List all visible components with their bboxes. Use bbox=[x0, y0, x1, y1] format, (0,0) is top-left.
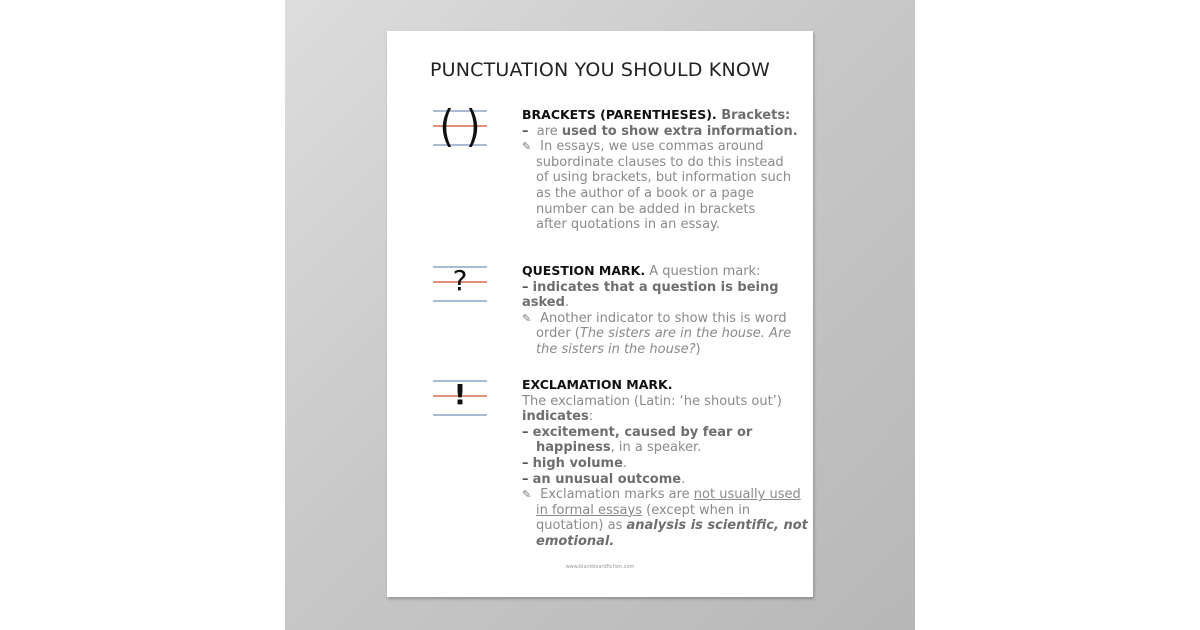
question-mark-text: QUESTION MARK. A question mark: – indicates that a question is being asked. ✎ Another indicator to show this is word order (The sisters are in the house. Are the sisters in the house?) bbox=[522, 263, 792, 357]
guide-line-blue bbox=[433, 300, 487, 302]
poster-title: PUNCTUATION YOU SHOULD KNOW bbox=[429, 59, 771, 81]
poster bbox=[387, 31, 813, 597]
dash-bullet: – bbox=[522, 455, 529, 471]
question-mark-icon: ? bbox=[433, 263, 487, 305]
heading: EXCLAMATION MARK. bbox=[522, 377, 673, 392]
exclamation-mark-text: EXCLAMATION MARK. The exclamation (Latin: ‘he shouts out’) indicates: – excitement, caused by fear or happiness, in a speaker. – high volume. – an unusual outcome. ✎ Exclamation marks are not usually used in formal essays (except when in quotation) as analysis is scientific, not emotional. bbox=[522, 377, 808, 549]
dash-bullet: – bbox=[522, 471, 529, 487]
heading: BRACKETS (PARENTHESES). bbox=[522, 107, 717, 122]
exclamation-mark-icon: ! bbox=[433, 377, 487, 419]
brackets-text: BRACKETS (PARENTHESES). Brackets: – are used to show extra information. ✎ In essays, we use commas around subordinate clauses to do this instead of using brackets, but information such as the author of a book or a page number can be added in brackets after quotations in an essay. bbox=[522, 107, 798, 233]
heading: QUESTION MARK. bbox=[522, 263, 646, 278]
pencil-icon: ✎ bbox=[522, 140, 532, 154]
footer-url: www.blackboardfiction.com bbox=[565, 564, 635, 570]
parentheses-icon: ( ) bbox=[433, 107, 487, 149]
guide-line-blue bbox=[433, 414, 487, 416]
dash-bullet: – bbox=[522, 279, 529, 295]
dash-bullet: – bbox=[522, 424, 529, 440]
pencil-icon: ✎ bbox=[522, 311, 532, 325]
dash-bullet: – bbox=[522, 123, 529, 139]
pencil-icon: ✎ bbox=[522, 488, 532, 502]
